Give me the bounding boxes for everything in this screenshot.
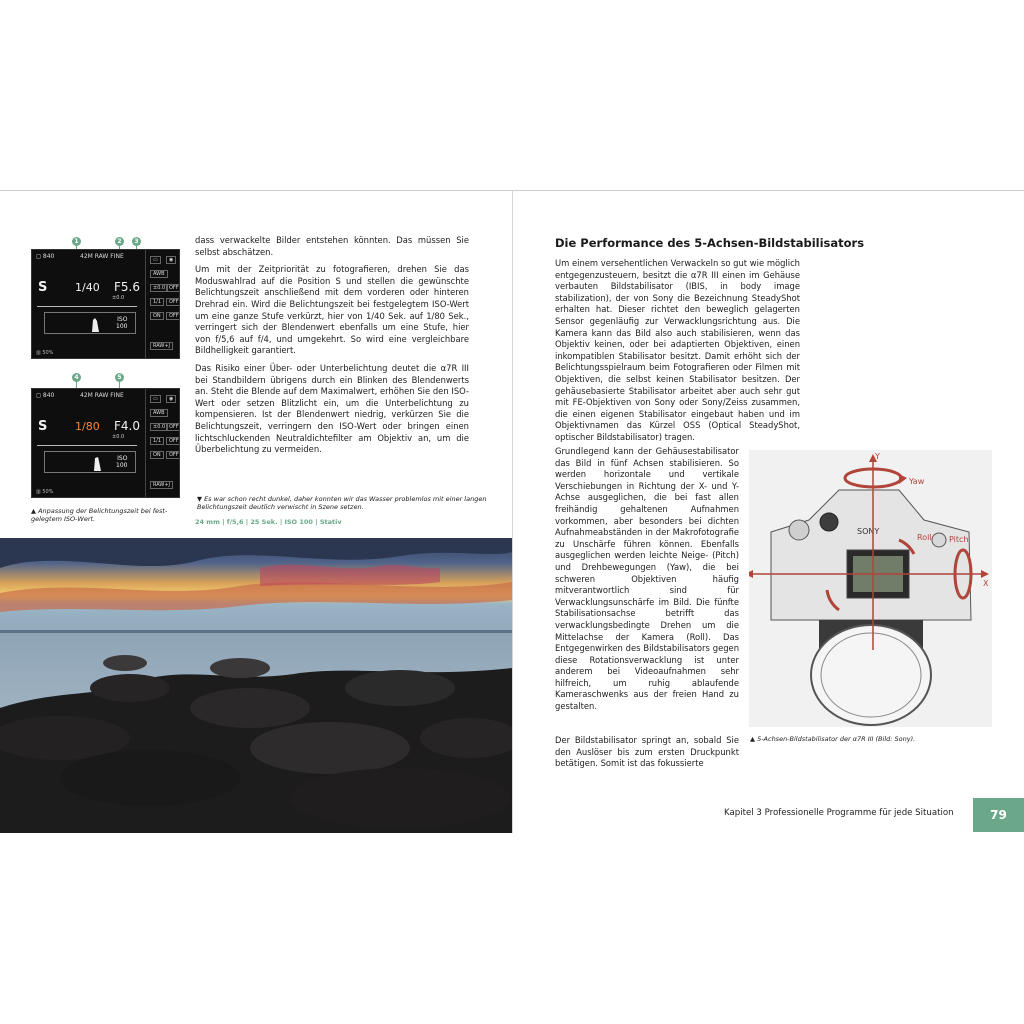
x-axis-label: X	[983, 579, 989, 588]
histogram-icon	[86, 457, 108, 471]
white-balance-icon: AWB	[150, 409, 168, 417]
exposure-compensation: ±0.0	[112, 295, 125, 301]
screens-caption: ▲ Anpassung der Belichtungszeit bei fest-gelegtem ISO-Wert.	[31, 507, 168, 523]
exposure-scale	[37, 301, 137, 307]
callout-5: 5	[115, 373, 124, 382]
iso-display: ISO 100	[116, 455, 128, 469]
shooting-mode: S	[38, 280, 48, 295]
stabilizer-figure	[749, 450, 992, 727]
flash-comp-icon: ±0.0	[150, 284, 168, 292]
callout-2: 2	[115, 237, 124, 246]
y-axis-label: Y	[875, 452, 880, 461]
yaw-label: Yaw	[909, 477, 925, 486]
page-number: 79	[973, 798, 1024, 832]
aspect-icon: 1/1	[150, 437, 164, 445]
dro-icon: OFF	[166, 284, 180, 292]
intro-paragraph: Um einem versehentlichen Verwackeln so gut wie möglich entgegenzusteuern, besitzt die α7R III einen im Gehäuse verbauten Bildstabilisator (IBIS, in body image stabilization), der von Sony die Bezeichnung SteadyShot erhalten hat. Dieser richtet den beweglich gelagerten Sensor gegenläufig zur Verwacklungsrichtung aus. Die Kamera kann das Bild also auch stabilisieren, wenn das Objektiv keinen, oder bei adaptierten Objektiven, einen inkompatiblen Stabilisator besitzt. Damit erhöht sich der Belichtungsspielraum beim Fotografieren oder Filmen mit Objektiven, die selbst keinen Stabilisator besitzen. Der gehäusebasierte Stabilisator arbeitet aber auch sehr gut mit FE-Objektiven von Sony oder Sony/Zeiss zusammen, die einen eigenen Stabilisator eingebaut haben und im Objektivnamen das Kürzel OSS (Optical SteadyShot, optischer Bildstabilisator) tragen.	[555, 258, 800, 442]
shooting-mode: S	[38, 419, 48, 434]
callout-4: 4	[72, 373, 81, 382]
paragraph: dass verwackelte Bilder entstehen könnten. Das müssen Sie selbst abschätzen.	[195, 235, 469, 257]
photo-exif: 24 mm | f/5,6 | 25 Sek. | ISO 100 | Stativ	[195, 518, 342, 526]
drive-mode-icon: ▭	[150, 256, 161, 264]
white-balance-icon: AWB	[150, 270, 168, 278]
picture-effect-icon: OFF	[166, 298, 180, 306]
face-detect-icon: OFF	[166, 312, 180, 320]
seascape-photo	[0, 538, 512, 833]
dro-icon: OFF	[166, 423, 180, 431]
battery-percent: ▥ 50%	[36, 350, 54, 356]
camera-axes-diagram	[749, 450, 992, 727]
battery-indicator: ◻ 840	[36, 392, 55, 399]
trigger-paragraph: Der Bildstabilisator springt an, sobald Sie den Auslöser bis zum ersten Druckpunkt betätigen. Somit ist das fokussierte	[555, 735, 739, 769]
focus-mode-icon: ◉	[166, 256, 176, 264]
camera-screen-2	[31, 388, 180, 498]
photo-caption: ▼ Es war schon recht dunkel, daher konnten wir das Wasser problemlos mit einer langen Belichtungszeit deutlich verwischt in Szene setzen.	[197, 495, 487, 512]
section-heading: Die Performance des 5-Achsen-Bildstabilisators	[555, 236, 865, 250]
iso-display: ISO 100	[116, 316, 128, 330]
callout-1: 1	[72, 237, 81, 246]
shutter-speed: 1/40	[75, 281, 100, 294]
image-quality: 42M RAW FINE	[80, 392, 124, 399]
axis-paragraph: Grundlegend kann der Gehäusestabilisator das Bild in fünf Achsen stabilisieren. So werden horizontale und vertikale Verschiebungen in Richtung der X- und Y-Achse ausgeglichen, die bei fast allen freihändig gehaltenen Aufnahmen vorkommen, aber besonders bei dichten Aufnahmeabständen in der Makrofotografie zu Unschärfe führen können. Ebenfalls ausgeglichen werden leichte Neige- (Pitch) und Drehbewegungen (Yaw), die bei schweren Objektiven häufig mitverantwortlich sind für Verwacklungsunschärfe im Bild. Die fünfte Stabilisationsachse betrifft das verwacklungsbedingte Drehen um die Mittelachse der Kamera (Roll). Das Entgegenwirken des Bildstabilisators gegen diese Rotationsverwacklung ist unter anderem bei Videoaufnahmen sehr hilfreich, um ruhig ablaufende Kameraschwenks aus der freien Hand zu gestalten.	[555, 446, 739, 712]
battery-percent: ▥ 50%	[36, 489, 54, 495]
aspect-icon: 1/1	[150, 298, 164, 306]
picture-effect-icon: OFF	[166, 437, 180, 445]
exposure-scale	[37, 440, 137, 446]
roll-label: Roll	[917, 533, 932, 542]
callout-3: 3	[132, 237, 141, 246]
camera-brand: SONY	[857, 527, 880, 536]
left-body-text	[195, 235, 469, 462]
battery-indicator: ◻ 840	[36, 253, 55, 260]
figure-caption: ▲ 5-Achsen-Bildstabilisator der α7R III (Bild: Sony).	[750, 735, 916, 743]
steadyshot-icon: ON	[150, 451, 164, 459]
pitch-label: Pitch	[949, 535, 969, 544]
paragraph: Das Risiko einer Über- oder Unterbelichtung deutet die α7R III bei Standbildern übrigens durch ein Blinken des Blendenwerts an. Steht die Blende auf dem Maximalwert, erhöhen Sie den ISO-Wert oder setzen Blitzlicht ein, um die Unterbelichtung zu kompensieren. Ist der Blendenwert niedrig, verkürzen Sie die Belichtungszeit, verringern den ISO-Wert oder bringen einen lichtschluckenden Neutraldichtefilter am Objektiv an, um die Überbelichtung zu vermeiden.	[195, 362, 469, 455]
drive-mode-icon: ▭	[150, 395, 161, 403]
side-icon-column	[145, 250, 179, 359]
image-quality: 42M RAW FINE	[80, 253, 124, 260]
file-format-icon: RAW+J	[150, 342, 173, 350]
aperture-value: F5.6	[114, 280, 140, 294]
side-icon-column	[145, 389, 179, 498]
flash-comp-icon: ±0.0	[150, 423, 168, 431]
aperture-value: F4.0	[114, 419, 140, 433]
steadyshot-icon: ON	[150, 312, 164, 320]
paragraph: Um mit der Zeitpriorität zu fotografieren, drehen Sie das Moduswahlrad auf die Position S und stellen die gewünschte Belichtungszeit anschließend mit dem vorderen oder hinteren Drehrad ein. Wird die Belichtungszeit bei festgelegtem ISO-Wert um eine ganze Stufe verkürzt, hier von 1/40 Sek. auf 1/80 Sek., verringert sich der Blendenwert ebenfalls um eine Stufe, hier von f/5,6 auf f/4, und umgekehrt. So wird eine vergleichbare Bildhelligkeit garantiert.	[195, 264, 469, 356]
file-format-icon: RAW+J	[150, 481, 173, 489]
face-detect-icon: OFF	[166, 451, 180, 459]
camera-screen-1	[31, 249, 180, 359]
shutter-speed: 1/80	[75, 420, 100, 433]
focus-mode-icon: ◉	[166, 395, 176, 403]
chapter-footer: Kapitel 3 Professionelle Programme für jede Situation	[724, 808, 954, 818]
histogram-icon	[86, 318, 108, 332]
exposure-compensation: ±0.0	[112, 434, 125, 440]
left-page	[0, 190, 512, 833]
